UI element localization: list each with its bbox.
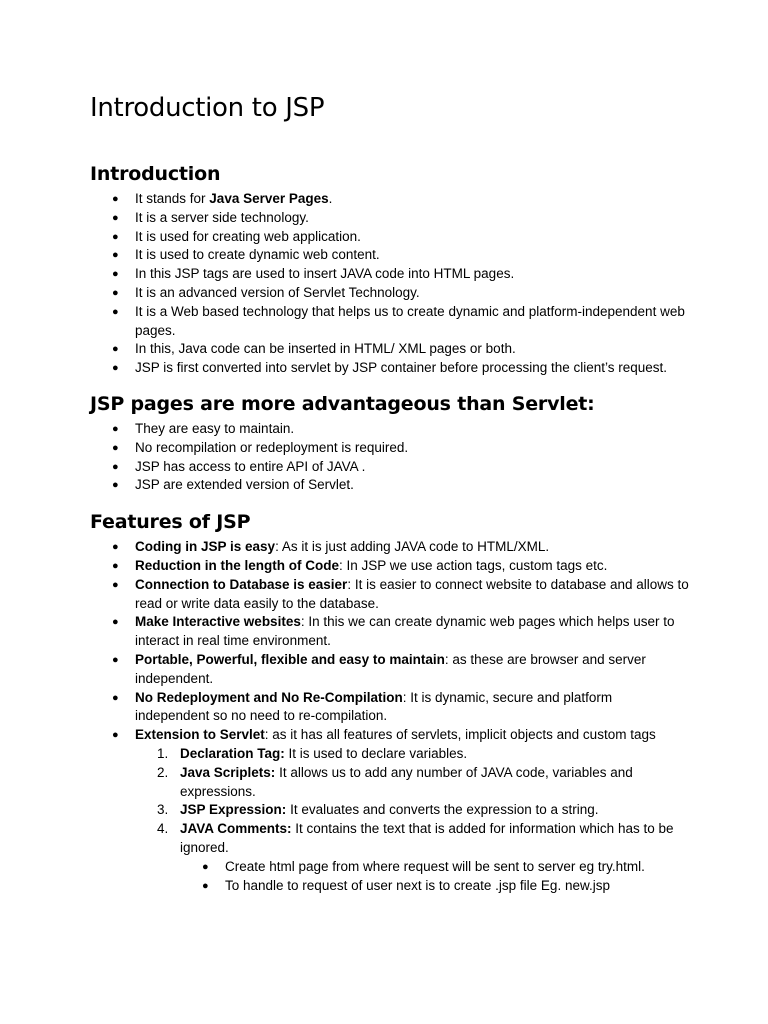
features-heading: Features of JSP <box>90 511 251 534</box>
list-item: ● Connection to Database is easier: It is easier to connect website to database and allows to read or write data easily to the database. <box>112 576 689 611</box>
list-item: ● JSP has access to entire API of JAVA . <box>90 458 690 477</box>
list-item: ● Coding in JSP is easy: As it is just adding JAVA code to HTML/XML. <box>90 538 690 557</box>
features-list <box>90 538 690 895</box>
bullet-icon: ● <box>112 305 119 318</box>
advantages-list <box>90 420 690 495</box>
list-item: ● In this JSP tags are used to insert JAVA code into HTML pages. <box>90 265 690 284</box>
bullet-icon: ● <box>112 578 119 591</box>
list-item: ● Extension to Servlet: as it has all features of servlets, implicit objects and custom tags 1. Declaration Tag: It is used to declare variables. 2. Java Scriplets: It allows us to add any number of JAVA code, variables and expressions. 3. JSP Expression: It evaluates and converts the expression to a string. 4. JAVA Comments: It contains the text that is added for information which has to be ignored. ● Create html page from where request will be sent to server eg try.html. ● To handle to request of user next is to create .jsp file Eg. new.jsp <box>90 726 690 895</box>
list-item: ● It is a Web based technology that helps us to create dynamic and platform-independent web pages. <box>112 303 685 338</box>
ordered-list-item: 3. JSP Expression: It evaluates and converts the expression to a string. <box>157 802 599 818</box>
list-item: ● It is a server side technology. <box>90 209 690 228</box>
bullet-icon: ● <box>112 362 119 375</box>
bullet-icon: ● <box>112 729 119 742</box>
bullet-icon: ● <box>112 460 119 473</box>
document-page <box>90 90 690 895</box>
list-item: ● It stands for Java Server Pages. <box>90 190 690 209</box>
ordered-list-item: 1. Declaration Tag: It is used to declare variables. <box>157 745 468 761</box>
bullet-icon: ● <box>112 268 119 281</box>
bullet-icon: ● <box>202 860 209 873</box>
introduction-list <box>90 190 690 378</box>
bullet-icon: ● <box>202 879 209 892</box>
bullet-icon: ● <box>112 286 119 299</box>
bullet-icon: ● <box>112 653 119 666</box>
list-item: ● It is used to create dynamic web content. <box>90 246 690 265</box>
advantages-heading: JSP pages are more advantageous than Servlet: <box>90 392 595 415</box>
list-item: ● In this, Java code can be inserted in HTML/ XML pages or both. <box>90 340 690 359</box>
list-item: ● To handle to request of user next is to create .jsp file Eg. new.jsp <box>180 877 690 896</box>
document-title: Introduction to JSP <box>90 93 325 123</box>
list-item: ● JSP is first converted into servlet by JSP container before processing the client’s request. <box>90 359 690 378</box>
bullet-icon: ● <box>112 559 119 572</box>
bullet-icon: ● <box>112 479 119 492</box>
bullet-icon: ● <box>112 211 119 224</box>
bullet-icon: ● <box>112 691 119 704</box>
bullet-icon: ● <box>112 230 119 243</box>
bullet-icon: ● <box>112 616 119 629</box>
bullet-icon: ● <box>112 193 119 205</box>
list-item: ● No recompilation or redeployment is required. <box>90 439 690 458</box>
list-item: ● Create html page from where request will be sent to server eg try.html. <box>180 858 690 877</box>
list-item: ● JSP are extended version of Servlet. <box>90 476 690 495</box>
list-item: ● It is used for creating web application. <box>90 228 690 247</box>
list-item: ● Reduction in the length of Code: In JSP we use action tags, custom tags etc. <box>90 557 690 576</box>
list-item: ● No Redeployment and No Re-Compilation: It is dynamic, secure and platform independent so no need to re-compilation. <box>112 689 613 724</box>
bullet-icon: ● <box>112 541 119 554</box>
bullet-icon: ● <box>112 441 119 454</box>
bullet-icon: ● <box>112 249 119 262</box>
ordered-list-item: 2. Java Scriplets: It allows us to add any number of JAVA code, variables and expressions. <box>157 764 633 799</box>
list-item: ● Make Interactive websites: In this we can create dynamic web pages which helps user to interact in real time environment. <box>112 614 675 649</box>
list-item: ● They are easy to maintain. <box>90 420 690 439</box>
servlet-extension-list <box>135 745 690 895</box>
ordered-list-item: 4. JAVA Comments: It contains the text that is added for information which has to be ignored. ● Create html page from where request will be sent to server eg try.html. ● To handle to request of user next is to create .jsp file Eg. new.jsp <box>135 820 690 895</box>
comment-steps-list <box>180 858 690 896</box>
list-item: ● It is an advanced version of Servlet Technology. <box>90 284 690 303</box>
bullet-icon: ● <box>112 343 119 356</box>
list-item: ● Portable, Powerful, flexible and easy to maintain: as these are browser and server independent. <box>112 651 646 686</box>
bullet-icon: ● <box>112 422 119 435</box>
introduction-heading: Introduction <box>90 163 221 185</box>
